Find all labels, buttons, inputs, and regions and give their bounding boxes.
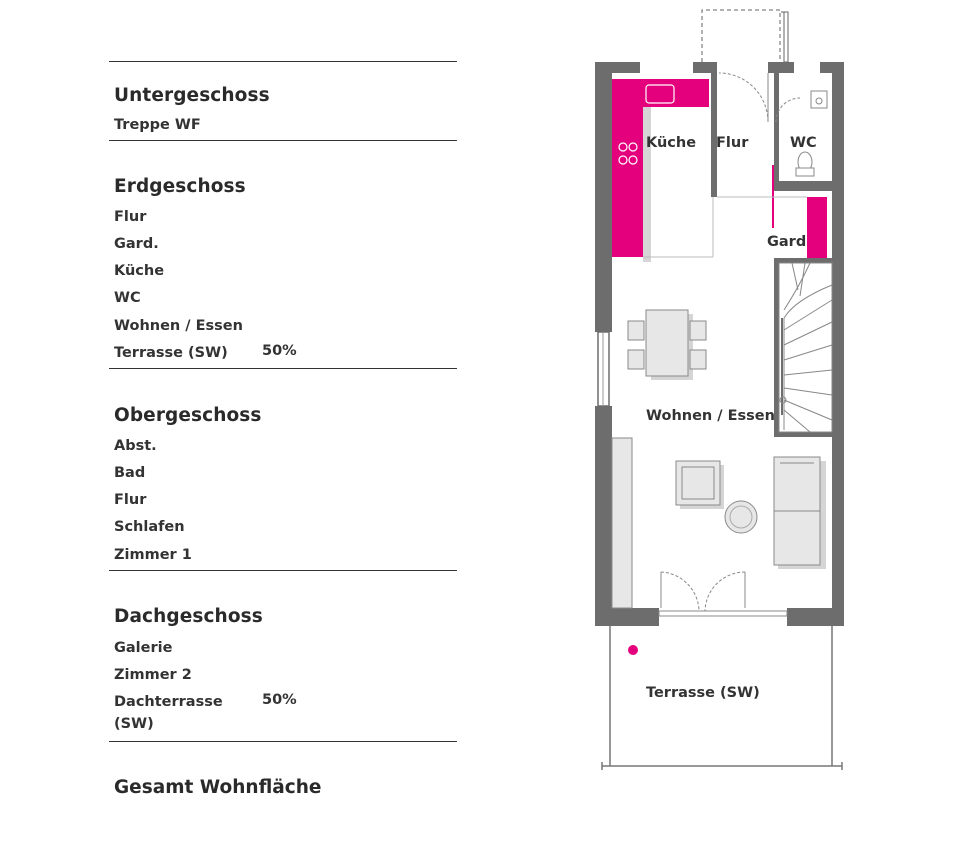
row-label: Zimmer 1	[114, 547, 192, 563]
row-label: Bad	[114, 465, 146, 481]
row-label: Zimmer 2	[114, 667, 192, 683]
row-label: Flur	[114, 209, 147, 225]
room-label-kueche: Küche	[646, 135, 697, 151]
section-rule	[109, 741, 457, 742]
row-label: Terrasse (SW)	[114, 345, 228, 361]
row-label: Küche	[114, 263, 165, 279]
section-title-erdgeschoss: Erdgeschoss	[114, 176, 246, 197]
floor-plan-svg	[480, 0, 960, 853]
row-label: Wohnen / Essen	[114, 318, 243, 334]
room-label-wohnen-essen: Wohnen / Essen	[646, 408, 775, 424]
row-label: Dachterrasse (SW)	[114, 694, 223, 732]
section-title-dachgeschoss: Dachgeschoss	[114, 606, 263, 627]
total-label: Gesamt Wohnfläche	[114, 777, 322, 798]
terrace-doors	[659, 572, 787, 616]
row-label: Galerie	[114, 640, 173, 656]
row-label: Flur	[114, 492, 147, 508]
room-label-wc: WC	[790, 135, 817, 151]
row-label: Gard.	[114, 236, 159, 252]
row-label: Treppe WF	[114, 117, 201, 133]
toilet-tank-icon	[796, 168, 814, 176]
sofa	[774, 457, 826, 569]
entrance-canopy	[702, 10, 788, 62]
staircase	[779, 263, 832, 432]
row-percent: 50%	[262, 692, 297, 708]
north-marker-dot	[628, 645, 638, 655]
sideboard	[612, 438, 632, 608]
section-rule	[109, 368, 457, 369]
room-label-gard: Gard	[767, 234, 807, 250]
wc-door	[776, 98, 800, 122]
room-label-flur: Flur	[716, 135, 749, 151]
section-rule	[109, 140, 457, 141]
section-title-obergeschoss: Obergeschoss	[114, 405, 262, 426]
armchair	[676, 461, 724, 509]
row-label: Abst.	[114, 438, 157, 454]
dining-set	[628, 310, 706, 380]
room-label-terrasse: Terrasse (SW)	[646, 685, 760, 701]
section-title-untergeschoss: Untergeschoss	[114, 85, 270, 106]
floor-plan	[480, 0, 960, 853]
entrance-door	[719, 73, 768, 122]
top-rule	[109, 61, 457, 62]
row-percent: 50%	[262, 343, 297, 359]
wc-washbasin-icon	[811, 91, 827, 108]
row-label: WC	[114, 290, 141, 306]
counter-shadow	[643, 107, 651, 262]
row-label: Schlafen	[114, 519, 185, 535]
section-rule	[109, 570, 457, 571]
